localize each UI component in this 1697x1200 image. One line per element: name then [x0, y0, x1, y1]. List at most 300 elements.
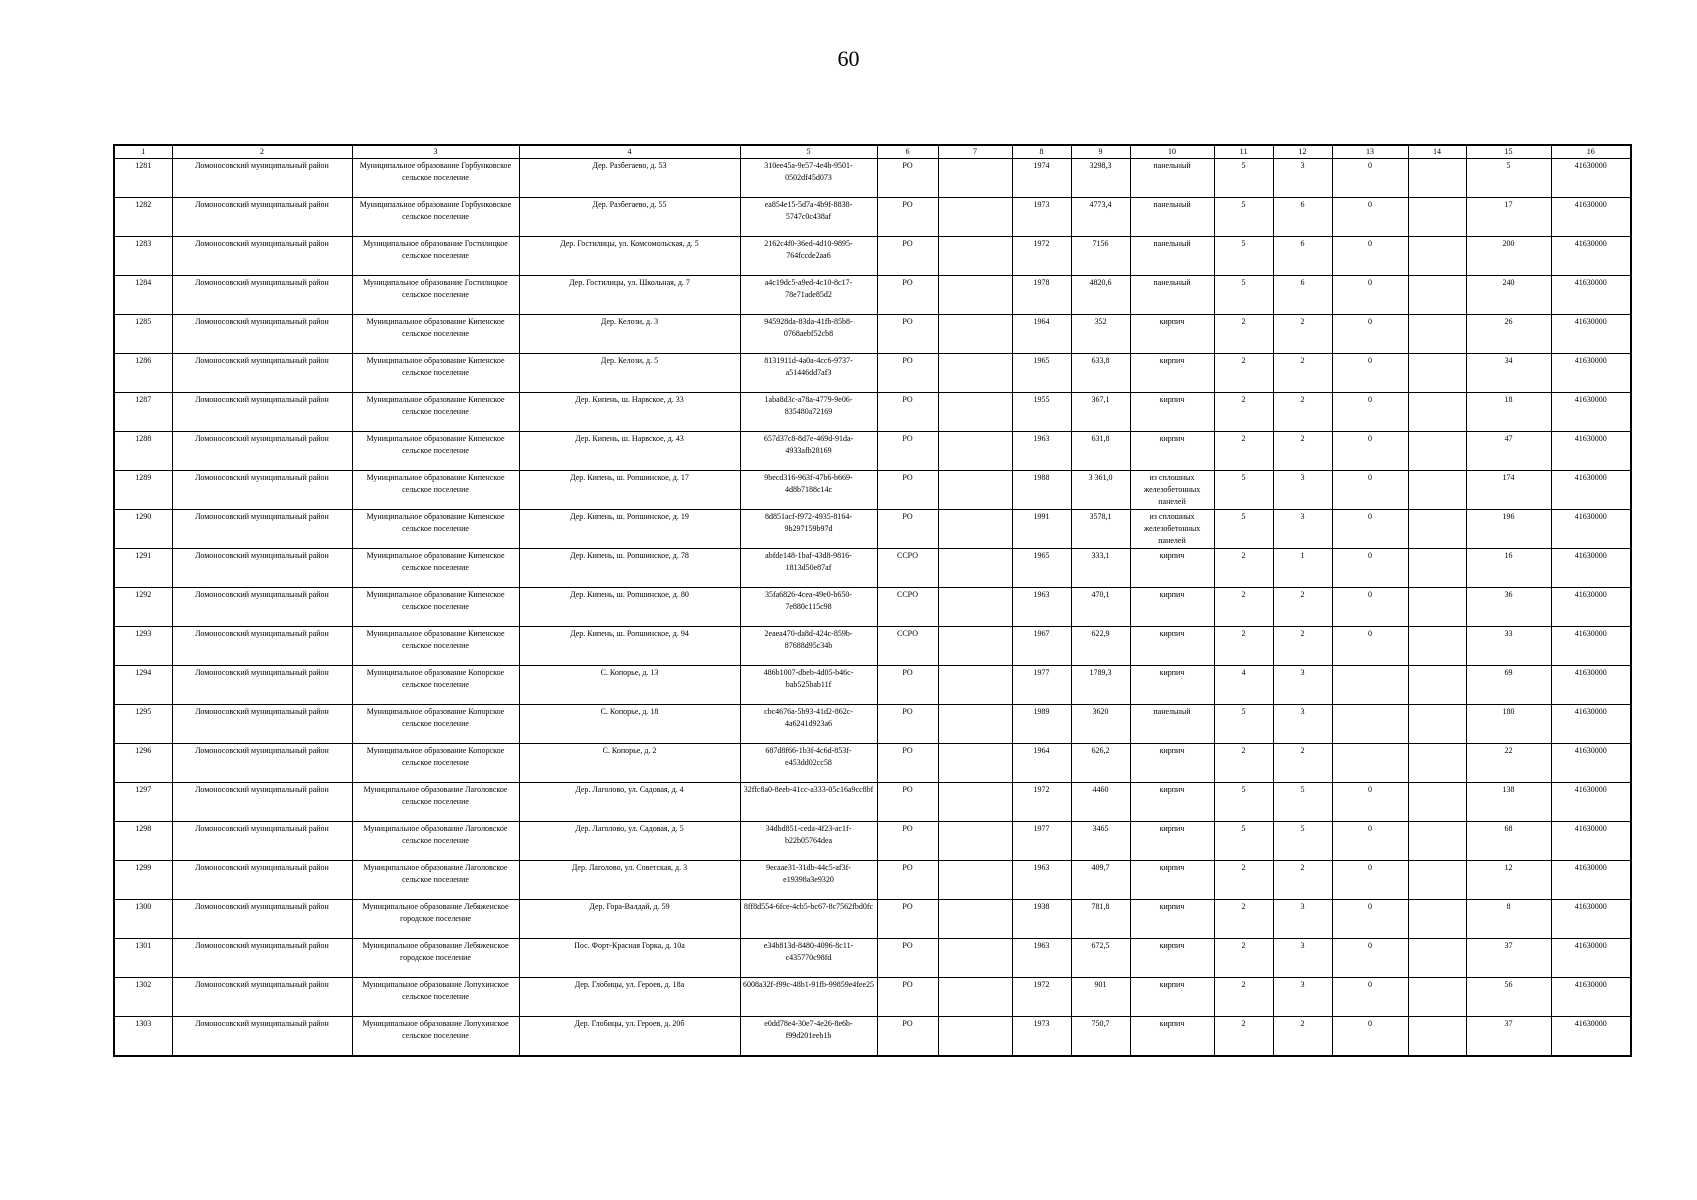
cell-guid: 34dbd851-ceda-4f23-ac1f-b22b05764dea — [740, 822, 877, 861]
cell-guid: ea854e15-5d7a-4b9f-8838-5747c0c438af — [740, 198, 877, 237]
cell-entrances: 1 — [1273, 549, 1332, 588]
cell-residents: 8 — [1466, 900, 1551, 939]
cell-residents: 69 — [1466, 666, 1551, 705]
cell-address: С. Копорье, д. 18 — [519, 705, 740, 744]
cell-address: Дер. Лаголово, ул. Садовая, д. 5 — [519, 822, 740, 861]
column-header-2: 2 — [172, 145, 352, 159]
table-row — [114, 783, 1631, 822]
cell-area: 626,2 — [1071, 744, 1130, 783]
cell-municipality: Муниципальное образование Гостилицкое сельское поселение — [352, 237, 519, 276]
cell-municipality: Муниципальное образование Копорское сельское поселение — [352, 666, 519, 705]
cell-type: РО — [877, 276, 938, 315]
cell-area: 409,7 — [1071, 861, 1130, 900]
cell-type: РО — [877, 861, 938, 900]
cell-address: Дер. Лаголово, ул. Садовая, д. 4 — [519, 783, 740, 822]
cell-address: Дер. Кипень, ш. Нарвское, д. 43 — [519, 432, 740, 471]
cell-municipality: Муниципальное образование Кипенское сельское поселение — [352, 393, 519, 432]
cell-year: 1974 — [1012, 159, 1071, 198]
cell-row-number: 1300 — [114, 900, 172, 939]
cell-row-number: 1299 — [114, 861, 172, 900]
cell-oktmo-code: 41630000 — [1551, 159, 1631, 198]
column-header-16: 16 — [1551, 145, 1631, 159]
cell-district: Ломоносовский муниципальный район — [172, 939, 352, 978]
cell-municipality: Муниципальное образование Горбунковское сельское поселение — [352, 159, 519, 198]
cell-type: РО — [877, 666, 938, 705]
cell-residents: 180 — [1466, 705, 1551, 744]
cell-col13: 0 — [1332, 861, 1408, 900]
cell-district: Ломоносовский муниципальный район — [172, 276, 352, 315]
cell-col14 — [1408, 549, 1466, 588]
cell-residents: 37 — [1466, 1017, 1551, 1056]
cell-floors: 2 — [1214, 354, 1273, 393]
cell-area: 3 361,0 — [1071, 471, 1130, 510]
cell-residents: 196 — [1466, 510, 1551, 549]
cell-row-number: 1282 — [114, 198, 172, 237]
cell-type: РО — [877, 822, 938, 861]
cell-district: Ломоносовский муниципальный район — [172, 978, 352, 1017]
cell-district: Ломоносовский муниципальный район — [172, 861, 352, 900]
cell-municipality: Муниципальное образование Кипенское сельское поселение — [352, 354, 519, 393]
cell-address: Дер. Глобицы, ул. Героев, д. 18а — [519, 978, 740, 1017]
cell-col14 — [1408, 783, 1466, 822]
cell-oktmo-code: 41630000 — [1551, 744, 1631, 783]
cell-oktmo-code: 41630000 — [1551, 354, 1631, 393]
cell-wall-material: кирпич — [1130, 900, 1214, 939]
cell-row-number: 1292 — [114, 588, 172, 627]
cell-col14 — [1408, 900, 1466, 939]
table-row — [114, 393, 1631, 432]
cell-col14 — [1408, 432, 1466, 471]
cell-col14 — [1408, 237, 1466, 276]
cell-guid: 310ee45a-9e57-4e4b-9501-0502df45d073 — [740, 159, 877, 198]
table-header-row — [114, 145, 1631, 159]
cell-wall-material: из сплошных железобетонных панелей — [1130, 510, 1214, 549]
page-number: 60 — [837, 46, 860, 71]
cell-address: Дер. Глобицы, ул. Героев, д. 20б — [519, 1017, 740, 1056]
cell-type: РО — [877, 978, 938, 1017]
cell-district: Ломоносовский муниципальный район — [172, 432, 352, 471]
cell-district: Ломоносовский муниципальный район — [172, 588, 352, 627]
cell-col14 — [1408, 393, 1466, 432]
cell-row-number: 1283 — [114, 237, 172, 276]
cell-address: С. Копорье, д. 2 — [519, 744, 740, 783]
cell-address: Дер. Лаголово, ул. Советская, д. 3 — [519, 861, 740, 900]
cell-col14 — [1408, 588, 1466, 627]
cell-oktmo-code: 41630000 — [1551, 549, 1631, 588]
cell-area: 3578,1 — [1071, 510, 1130, 549]
cell-floors: 2 — [1214, 588, 1273, 627]
column-header-15: 15 — [1466, 145, 1551, 159]
cell-row-number: 1301 — [114, 939, 172, 978]
cell-wall-material: кирпич — [1130, 861, 1214, 900]
cell-wall-material: кирпич — [1130, 744, 1214, 783]
cell-area: 3298,3 — [1071, 159, 1130, 198]
cell-guid: 6008a32f-f99c-48b1-91fb-99859e4fee25 — [740, 978, 877, 1017]
cell-floors: 4 — [1214, 666, 1273, 705]
cell-area: 631,8 — [1071, 432, 1130, 471]
cell-municipality: Муниципальное образование Копорское сельское поселение — [352, 744, 519, 783]
column-header-9: 9 — [1071, 145, 1130, 159]
cell-entrances: 5 — [1273, 822, 1332, 861]
cell-area: 750,7 — [1071, 1017, 1130, 1056]
cell-guid: cbc4676a-5b93-41d2-862c-4a6241d923a6 — [740, 705, 877, 744]
cell-year: 1972 — [1012, 783, 1071, 822]
cell-wall-material: панельный — [1130, 276, 1214, 315]
cell-wall-material: кирпич — [1130, 354, 1214, 393]
cell-entrances: 6 — [1273, 198, 1332, 237]
cell-col13: 0 — [1332, 393, 1408, 432]
cell-wall-material: кирпич — [1130, 627, 1214, 666]
cell-guid: 8d851acf-f972-4935-8164-9b297159b97d — [740, 510, 877, 549]
cell-floors: 2 — [1214, 432, 1273, 471]
cell-residents: 33 — [1466, 627, 1551, 666]
cell-address: Дер. Гора-Валдай, д. 59 — [519, 900, 740, 939]
cell-floors: 5 — [1214, 198, 1273, 237]
cell-entrances: 2 — [1273, 588, 1332, 627]
cell-residents: 138 — [1466, 783, 1551, 822]
column-header-7: 7 — [938, 145, 1012, 159]
table-body — [114, 159, 1631, 1056]
cell-col14 — [1408, 510, 1466, 549]
table-row — [114, 471, 1631, 510]
cell-col14 — [1408, 198, 1466, 237]
cell-residents: 17 — [1466, 198, 1551, 237]
cell-municipality: Муниципальное образование Лебяженское городское поселение — [352, 900, 519, 939]
cell-oktmo-code: 41630000 — [1551, 315, 1631, 354]
cell-row-number: 1285 — [114, 315, 172, 354]
cell-wall-material: панельный — [1130, 237, 1214, 276]
cell-entrances: 2 — [1273, 1017, 1332, 1056]
cell-residents: 12 — [1466, 861, 1551, 900]
cell-entrances: 2 — [1273, 627, 1332, 666]
cell-col7 — [938, 744, 1012, 783]
cell-area: 7156 — [1071, 237, 1130, 276]
cell-type: РО — [877, 705, 938, 744]
cell-floors: 2 — [1214, 1017, 1273, 1056]
column-header-13: 13 — [1332, 145, 1408, 159]
cell-oktmo-code: 41630000 — [1551, 783, 1631, 822]
cell-municipality: Муниципальное образование Копорское сельское поселение — [352, 705, 519, 744]
cell-oktmo-code: 41630000 — [1551, 900, 1631, 939]
cell-guid: 657d37c8-8d7e-469d-91da-4933afb28169 — [740, 432, 877, 471]
cell-municipality: Муниципальное образование Лаголовское сельское поселение — [352, 861, 519, 900]
cell-area: 633,8 — [1071, 354, 1130, 393]
cell-type: РО — [877, 1017, 938, 1056]
housing-registry-table — [113, 144, 1632, 1057]
cell-address: Дер. Кипень, ш. Ропшинское, д. 19 — [519, 510, 740, 549]
cell-guid: 8ff8d554-6fce-4cb5-bc67-8c7562fbd0fc — [740, 900, 877, 939]
cell-municipality: Муниципальное образование Лаголовское сельское поселение — [352, 822, 519, 861]
table-row — [114, 315, 1631, 354]
cell-col13 — [1332, 705, 1408, 744]
cell-district: Ломоносовский муниципальный район — [172, 471, 352, 510]
cell-floors: 5 — [1214, 783, 1273, 822]
table-row — [114, 510, 1631, 549]
cell-col7 — [938, 354, 1012, 393]
table-row — [114, 822, 1631, 861]
column-header-14: 14 — [1408, 145, 1466, 159]
cell-district: Ломоносовский муниципальный район — [172, 315, 352, 354]
cell-floors: 5 — [1214, 159, 1273, 198]
cell-district: Ломоносовский муниципальный район — [172, 198, 352, 237]
cell-col13: 0 — [1332, 198, 1408, 237]
cell-municipality: Муниципальное образование Кипенское сельское поселение — [352, 432, 519, 471]
cell-year: 1964 — [1012, 744, 1071, 783]
cell-guid: e0dd78e4-30e7-4e26-8e6b-f99d201eeb1b — [740, 1017, 877, 1056]
cell-col13: 0 — [1332, 588, 1408, 627]
cell-district: Ломоносовский муниципальный район — [172, 510, 352, 549]
cell-col13: 0 — [1332, 471, 1408, 510]
cell-area: 4820,6 — [1071, 276, 1130, 315]
cell-municipality: Муниципальное образование Кипенское сельское поселение — [352, 510, 519, 549]
cell-entrances: 3 — [1273, 471, 1332, 510]
cell-address: Дер. Кипень, ш. Ропшинское, д. 78 — [519, 549, 740, 588]
cell-col14 — [1408, 822, 1466, 861]
cell-col7 — [938, 198, 1012, 237]
table-row — [114, 705, 1631, 744]
cell-wall-material: кирпич — [1130, 978, 1214, 1017]
cell-type: РО — [877, 354, 938, 393]
column-header-3: 3 — [352, 145, 519, 159]
cell-municipality: Муниципальное образование Лаголовское сельское поселение — [352, 783, 519, 822]
cell-residents: 34 — [1466, 354, 1551, 393]
cell-year: 1965 — [1012, 549, 1071, 588]
cell-area: 622,9 — [1071, 627, 1130, 666]
table-row — [114, 1017, 1631, 1056]
cell-col14 — [1408, 354, 1466, 393]
cell-floors: 2 — [1214, 939, 1273, 978]
cell-col13: 0 — [1332, 978, 1408, 1017]
cell-floors: 2 — [1214, 393, 1273, 432]
cell-wall-material: кирпич — [1130, 1017, 1214, 1056]
cell-col7 — [938, 1017, 1012, 1056]
cell-guid: 9ecaae31-31db-44c5-af3f-e19398a3e9320 — [740, 861, 877, 900]
cell-oktmo-code: 41630000 — [1551, 471, 1631, 510]
cell-col13: 0 — [1332, 354, 1408, 393]
table-row — [114, 549, 1631, 588]
cell-entrances: 3 — [1273, 978, 1332, 1017]
cell-area: 3620 — [1071, 705, 1130, 744]
table-row — [114, 666, 1631, 705]
cell-col7 — [938, 510, 1012, 549]
cell-wall-material: кирпич — [1130, 822, 1214, 861]
cell-year: 1989 — [1012, 705, 1071, 744]
cell-col13: 0 — [1332, 1017, 1408, 1056]
cell-district: Ломоносовский муниципальный район — [172, 549, 352, 588]
cell-col14 — [1408, 1017, 1466, 1056]
cell-col14 — [1408, 705, 1466, 744]
cell-col14 — [1408, 978, 1466, 1017]
cell-col13: 0 — [1332, 900, 1408, 939]
cell-col7 — [938, 471, 1012, 510]
cell-year: 1973 — [1012, 198, 1071, 237]
cell-entrances: 3 — [1273, 510, 1332, 549]
cell-municipality: Муниципальное образование Лопухинское сельское поселение — [352, 978, 519, 1017]
cell-col13: 0 — [1332, 510, 1408, 549]
cell-type: РО — [877, 315, 938, 354]
cell-area: 333,1 — [1071, 549, 1130, 588]
cell-floors: 2 — [1214, 744, 1273, 783]
cell-residents: 174 — [1466, 471, 1551, 510]
column-header-6: 6 — [877, 145, 938, 159]
cell-floors: 5 — [1214, 510, 1273, 549]
cell-residents: 16 — [1466, 549, 1551, 588]
cell-district: Ломоносовский муниципальный район — [172, 354, 352, 393]
cell-col7 — [938, 705, 1012, 744]
cell-floors: 5 — [1214, 471, 1273, 510]
cell-floors: 2 — [1214, 549, 1273, 588]
cell-district: Ломоносовский муниципальный район — [172, 627, 352, 666]
cell-district: Ломоносовский муниципальный район — [172, 900, 352, 939]
cell-col7 — [938, 822, 1012, 861]
cell-col7 — [938, 237, 1012, 276]
table-row — [114, 237, 1631, 276]
cell-row-number: 1293 — [114, 627, 172, 666]
cell-residents: 47 — [1466, 432, 1551, 471]
cell-address: Дер. Разбегаево, д. 53 — [519, 159, 740, 198]
table-row — [114, 588, 1631, 627]
cell-oktmo-code: 41630000 — [1551, 1017, 1631, 1056]
cell-col7 — [938, 588, 1012, 627]
cell-row-number: 1302 — [114, 978, 172, 1017]
cell-year: 1991 — [1012, 510, 1071, 549]
cell-year: 1965 — [1012, 354, 1071, 393]
cell-district: Ломоносовский муниципальный район — [172, 744, 352, 783]
cell-col7 — [938, 159, 1012, 198]
cell-guid: a4c19dc5-a9ed-4c10-8c17-78e71ade85d2 — [740, 276, 877, 315]
cell-area: 901 — [1071, 978, 1130, 1017]
cell-year: 1967 — [1012, 627, 1071, 666]
cell-type: ССРО — [877, 549, 938, 588]
cell-col7 — [938, 627, 1012, 666]
cell-year: 1988 — [1012, 471, 1071, 510]
cell-address: Дер. Разбегаево, д. 55 — [519, 198, 740, 237]
cell-year: 1963 — [1012, 939, 1071, 978]
column-header-10: 10 — [1130, 145, 1214, 159]
cell-year: 1963 — [1012, 861, 1071, 900]
cell-address: Дер. Кипень, ш. Ропшинское, д. 17 — [519, 471, 740, 510]
cell-guid: 1aba8d3c-a78a-4779-9e06-835480a72169 — [740, 393, 877, 432]
column-header-5: 5 — [740, 145, 877, 159]
cell-wall-material: панельный — [1130, 198, 1214, 237]
cell-residents: 26 — [1466, 315, 1551, 354]
cell-municipality: Муниципальное образование Кипенское сельское поселение — [352, 315, 519, 354]
cell-area: 1789,3 — [1071, 666, 1130, 705]
cell-address: Пос. Форт-Красная Горка, д. 10а — [519, 939, 740, 978]
cell-year: 1963 — [1012, 432, 1071, 471]
cell-address: Дер. Келози, д. 3 — [519, 315, 740, 354]
cell-guid: 2eaea470-da8d-424c-859b-87688d95c34b — [740, 627, 877, 666]
cell-wall-material: кирпич — [1130, 432, 1214, 471]
cell-row-number: 1291 — [114, 549, 172, 588]
cell-guid: 9becd316-963f-47b6-b669-4d8b7188c14c — [740, 471, 877, 510]
table-row — [114, 900, 1631, 939]
cell-floors: 2 — [1214, 627, 1273, 666]
cell-row-number: 1296 — [114, 744, 172, 783]
cell-wall-material: из сплошных железобетонных панелей — [1130, 471, 1214, 510]
cell-wall-material: панельный — [1130, 159, 1214, 198]
cell-type: РО — [877, 159, 938, 198]
cell-oktmo-code: 41630000 — [1551, 861, 1631, 900]
cell-floors: 5 — [1214, 276, 1273, 315]
cell-floors: 2 — [1214, 900, 1273, 939]
table-row — [114, 432, 1631, 471]
cell-guid: 687d8f66-1b3f-4c6d-853f-e453dd02cc58 — [740, 744, 877, 783]
cell-row-number: 1287 — [114, 393, 172, 432]
cell-entrances: 2 — [1273, 432, 1332, 471]
column-header-1: 1 — [114, 145, 172, 159]
cell-col14 — [1408, 315, 1466, 354]
cell-col7 — [938, 276, 1012, 315]
cell-district: Ломоносовский муниципальный район — [172, 393, 352, 432]
cell-wall-material: кирпич — [1130, 783, 1214, 822]
cell-entrances: 3 — [1273, 900, 1332, 939]
cell-district: Ломоносовский муниципальный район — [172, 705, 352, 744]
cell-col13: 0 — [1332, 432, 1408, 471]
cell-type: РО — [877, 393, 938, 432]
cell-area: 3465 — [1071, 822, 1130, 861]
cell-wall-material: кирпич — [1130, 588, 1214, 627]
cell-year: 1977 — [1012, 822, 1071, 861]
cell-col7 — [938, 861, 1012, 900]
cell-district: Ломоносовский муниципальный район — [172, 1017, 352, 1056]
cell-oktmo-code: 41630000 — [1551, 432, 1631, 471]
cell-area: 352 — [1071, 315, 1130, 354]
cell-oktmo-code: 41630000 — [1551, 978, 1631, 1017]
cell-year: 1978 — [1012, 276, 1071, 315]
cell-residents: 22 — [1466, 744, 1551, 783]
cell-floors: 5 — [1214, 237, 1273, 276]
cell-municipality: Муниципальное образование Лебяженское городское поселение — [352, 939, 519, 978]
cell-entrances: 2 — [1273, 315, 1332, 354]
cell-municipality: Муниципальное образование Кипенское сельское поселение — [352, 471, 519, 510]
cell-address: Дер. Гостилицы, ул. Комсомольская, д. 5 — [519, 237, 740, 276]
cell-entrances: 3 — [1273, 666, 1332, 705]
cell-address: С. Копорье, д. 13 — [519, 666, 740, 705]
cell-floors: 2 — [1214, 861, 1273, 900]
table-row — [114, 354, 1631, 393]
cell-row-number: 1290 — [114, 510, 172, 549]
cell-oktmo-code: 41630000 — [1551, 588, 1631, 627]
table-row — [114, 276, 1631, 315]
cell-type: ССРО — [877, 627, 938, 666]
cell-wall-material: панельный — [1130, 705, 1214, 744]
cell-year: 1973 — [1012, 1017, 1071, 1056]
cell-col13: 0 — [1332, 783, 1408, 822]
cell-type: РО — [877, 237, 938, 276]
cell-col13: 0 — [1332, 549, 1408, 588]
cell-type: РО — [877, 939, 938, 978]
cell-col14 — [1408, 666, 1466, 705]
cell-area: 4773,4 — [1071, 198, 1130, 237]
cell-municipality: Муниципальное образование Кипенское сельское поселение — [352, 588, 519, 627]
cell-floors: 5 — [1214, 822, 1273, 861]
table-row — [114, 978, 1631, 1017]
cell-col14 — [1408, 471, 1466, 510]
cell-type: РО — [877, 900, 938, 939]
cell-area: 672,5 — [1071, 939, 1130, 978]
cell-col13: 0 — [1332, 276, 1408, 315]
cell-col14 — [1408, 627, 1466, 666]
cell-guid: 8131911d-4a0a-4cc6-9737-a51446dd7af3 — [740, 354, 877, 393]
cell-col13: 0 — [1332, 939, 1408, 978]
cell-address: Дер. Кипень, ш. Ропшинское, д. 80 — [519, 588, 740, 627]
cell-municipality: Муниципальное образование Горбунковское сельское поселение — [352, 198, 519, 237]
table-row — [114, 159, 1631, 198]
cell-col7 — [938, 939, 1012, 978]
cell-area: 367,1 — [1071, 393, 1130, 432]
cell-oktmo-code: 41630000 — [1551, 705, 1631, 744]
